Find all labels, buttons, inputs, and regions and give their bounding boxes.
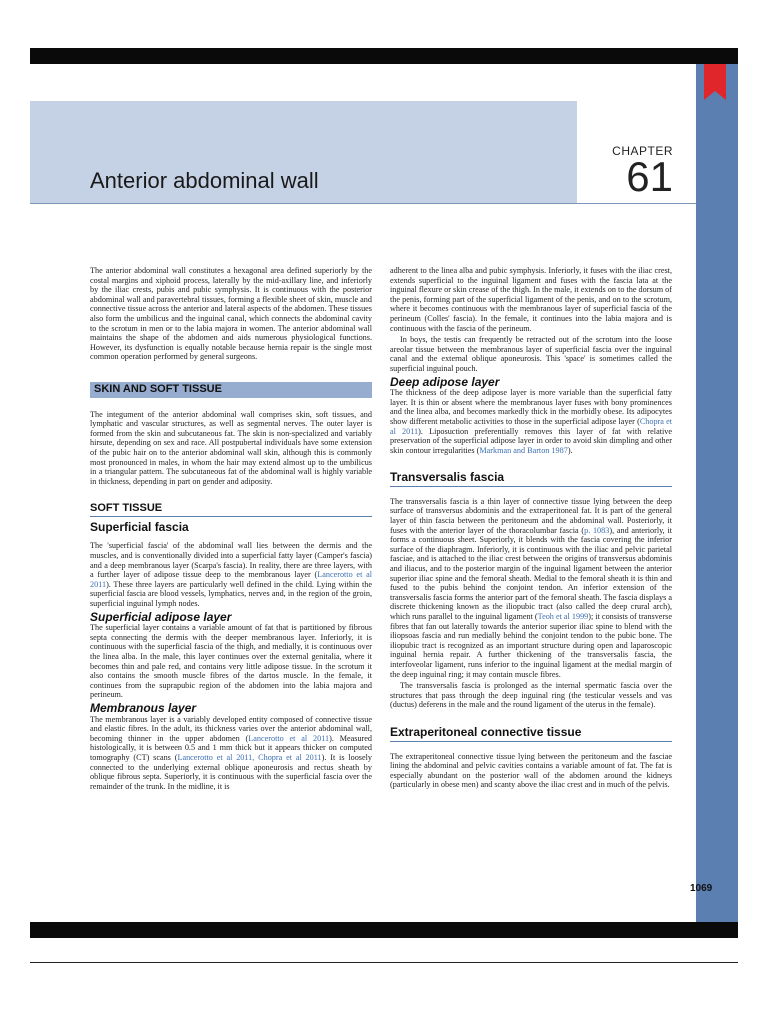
heading-deep-adipose-layer: Deep adipose layer: [390, 374, 500, 389]
heading-superficial-adipose-layer: Superficial adipose layer: [90, 609, 232, 624]
membranous-continued-paragraph: adherent to the linea alba and pubic symphysis. Inferiorly, it fuses with the iliac crest, extends superficial to the inguinal ligament and fuses with the fascia lata at the inguinal flexure or skin crease of the thigh. In the male, it extends on to the dorsum of the penis, forming part of the superficial ligament of the penis, and on to the scrotum, where it becomes continuous with the membranous layer of superficial fascia of the perineum (Colles' fascia). In the female, it continues into the labia majora and is continuous with the fascia of the perineum.: [390, 266, 672, 333]
bookmark-icon[interactable]: [704, 64, 726, 100]
spermatic-fascia-paragraph: The transversalis fascia is prolonged as the internal spermatic fascia over the structures that pass through the deep inguinal ring (the testicular vessels and vas (ductus) deferens in the male and the round ligament of the uterus in the female).: [390, 681, 672, 710]
page-number: 1069: [690, 883, 713, 894]
section-heading-skin-soft-tissue: SKIN AND SOFT TISSUE: [90, 382, 372, 398]
citation-link[interactable]: Lancerotto et al 2011: [90, 570, 372, 589]
citation-link[interactable]: Lancerotto et al 2011, Chopra et al 2011: [177, 752, 322, 762]
transversalis-paragraph: The transversalis fascia is a thin layer of connective tissue lying between the deep surface of transversus abdominis and the extraperitoneal fat. It is part of the general layer of thin fascia between the peritoneum and the abdominal wall. Posteriorly, it fuses with the anterior layer of the thoracolumbar fascia (p. 1083), and anteriorly, it forms a continuous sheet. Superiorly, it blends with the fascia covering the inferior surface of the diaphragm. Inferiorly, it is continuous with the iliac and pelvic parietal fasciae, and is attached to the iliac crest between the origins of transversus abdominis and iliacus, and to the posterior margin of the inguinal ligament between the anterior superior iliac spine and the femoral sheath. Medial to the femoral sheath it is thin and fused to the pubis behind the conjoint tendon. An inferior extension of the transversalis fascia forms the anterior part of the femoral sheath. The fascia displays a discrete thickening known as the iliopubic tract (also called the deep crural arch), which runs parallel to the inguinal ligament (Teoh et al 1999); it consists of transverse fibres that fan out laterally towards the anterior superior iliac spine to blend with the iliopsoas fascia and run medially behind the conjoint tendon to the pubic bone. The iliopubic tract is recognized as an important structure during open and laparoscopic inguinal hernia repair. A further thickening of the transversalis fascia, the interfoveolar ligament, runs inferior to the inguinal ligament at the medial margin of the deep inguinal ring; it may contain muscle fibres.: [390, 496, 672, 679]
citation-link[interactable]: Lancerotto et al 2011: [248, 733, 330, 743]
right-column: [390, 266, 672, 792]
superficial-adipose-paragraph: The superficial layer contains a variable amount of fat that is partitioned by fibrous septa connecting the dermis with the deeper membranous layer. Inferiorly, it is continuous with the superficial fascia of the thigh, and medially, it is continuous over the linea alba. In the male, this layer continues over the external genitalia, where it becomes thin and pale red, and contains very little adipose tissue. In the scrotum it also contains the smooth muscle fibres of the dartos muscle. In the female, it continues from the suprapubic region of the abdomen into the labia majora and perineum.: [90, 623, 372, 700]
page-reference-link[interactable]: p. 1083: [584, 525, 610, 535]
chapter-side-strip: [696, 64, 738, 922]
skin-paragraph: The integument of the anterior abdominal wall comprises skin, soft tissues, and lymphatic and vascular structures, as well as segmental nerves. The outer layer is formed from the skin and subcutaneous fat. The skin is non-specialized and variably hirsute, depending on sex and race. All postpubertal individuals have some extension of the pubic hair on to the anterior abdominal wall skin, although this is commonly most pronounced in males, in whom the hair may extend almost up to the umbilicus in a triangular pattern. The subcutaneous fat of the abdominal wall is highly variable in thickness, depending in part on gender and adiposity.: [90, 409, 372, 486]
superficial-fascia-paragraph: The 'superficial fascia' of the abdominal wall lies between the dermis and the muscles, and is conventionally divided into a superficial fatty layer (Camper's fascia) and a deep membranous layer (Scarpa's fascia). In reality, there are three layers, with a further layer of adipose tissue deep to the membranous layer (Lancerotto et al 2011). These three layers are particularly well defined in the child. Lying within the superficial fascia are blood vessels, lymphatics, nerves and, in the region of the groin, superficial inguinal lymph nodes.: [90, 541, 372, 609]
citation-link[interactable]: Teoh et al 1999: [537, 612, 589, 621]
intro-paragraph: The anterior abdominal wall constitutes a hexagonal area defined superiorly by the costal margins and xiphoid process, laterally by the mid-axillary line, and inferiorly by the iliac crests, pubis and pubic symphysis. It is continuous with the posterior abdominal wall and paravertebral tissues, forming a flexible sheet of skin, muscle and connective tissue across the anterior and lateral aspects of the abdomen. These tissues also form the umbilicus and the inguinal canal, which connects the abdominal cavity to the scrotum in men or to the labia majora in women. The anterior abdominal wall maintains the shape of the abdomen and aids numerous physiological functions. However, its dysfunction is equally notable because hernia repair is the single most common operation performed by general surgeons.: [90, 266, 372, 362]
top-black-bar: [30, 48, 738, 64]
chapter-number: 61: [626, 153, 673, 200]
heading-superficial-fascia: Superficial fascia: [90, 519, 189, 534]
heading-membranous-layer: Membranous layer: [90, 700, 197, 715]
left-column: [90, 266, 372, 793]
heading-transversalis-fascia: Transversalis fascia: [390, 473, 672, 487]
chapter-title: Anterior abdominal wall: [90, 168, 319, 193]
footer-rule: [30, 962, 738, 963]
header-rule: [30, 203, 696, 204]
citation-link[interactable]: Chopra et al 2011: [390, 416, 673, 436]
extraperitoneal-paragraph: The extraperitoneal connective tissue lying between the peritoneum and the fasciae lining the abdominal and pelvic cavities contains a variable amount of fat. The fat is especially abundant on the posterior wall of the abdomen around the kidneys (particularly in obese men) and scanty above the iliac crest and in much of the pelvis.: [390, 751, 672, 790]
citation-link[interactable]: Markman and Barton 1987: [479, 445, 568, 455]
heading-soft-tissue: SOFT TISSUE: [90, 504, 372, 517]
membranous-paragraph: The membranous layer is a variably developed entity composed of connective tissue and elastic fibres. In the adult, its thickness varies over the anterior abdominal wall, becoming thinner in the upper abdomen (Lancerotto et al 2011). Measured histologically, it is between 0.5 and 1 mm thick but it appears thicker on computed tomography (CT) scans (Lancerotto et al 2011, Chopra et al 2011). It is loosely connected to the underlying external oblique aponeurosis and rectus sheath by oblique fibrous septa. Superiorly, it is continuous with the superficial fascia over the remainder of the trunk. In the midline, it is: [90, 714, 372, 791]
deep-adipose-paragraph: The thickness of the deep adipose layer is more variable than the superficial fatty layer. It is thin or absent where the membranous layer fuses with bony prominences and the linea alba, and becomes markedly thick in the morbidly obese. Its adipocytes show different metabolic activities to those in the superficial adipose layer (Chopra et al 2011). Liposuction preferentially removes this layer of fat with relative preservation of the superficial adipose layer in order to avoid skin dimpling and other skin contour irregularities (Markman and Barton 1987).: [390, 388, 673, 455]
heading-extraperitoneal-connective-tissue: Extraperitoneal connective tissue: [390, 728, 672, 742]
inguinal-pouch-paragraph: In boys, the testis can frequently be retracted out of the scrotum into the loose areolar tissue between the membranous layer of superficial fascia over the inguinal canal and the external oblique aponeurosis. This 'space' is sometimes called the superficial inguinal pouch.: [390, 335, 672, 373]
bottom-black-bar: [30, 922, 738, 938]
chapter-label: CHAPTER: [612, 144, 673, 158]
